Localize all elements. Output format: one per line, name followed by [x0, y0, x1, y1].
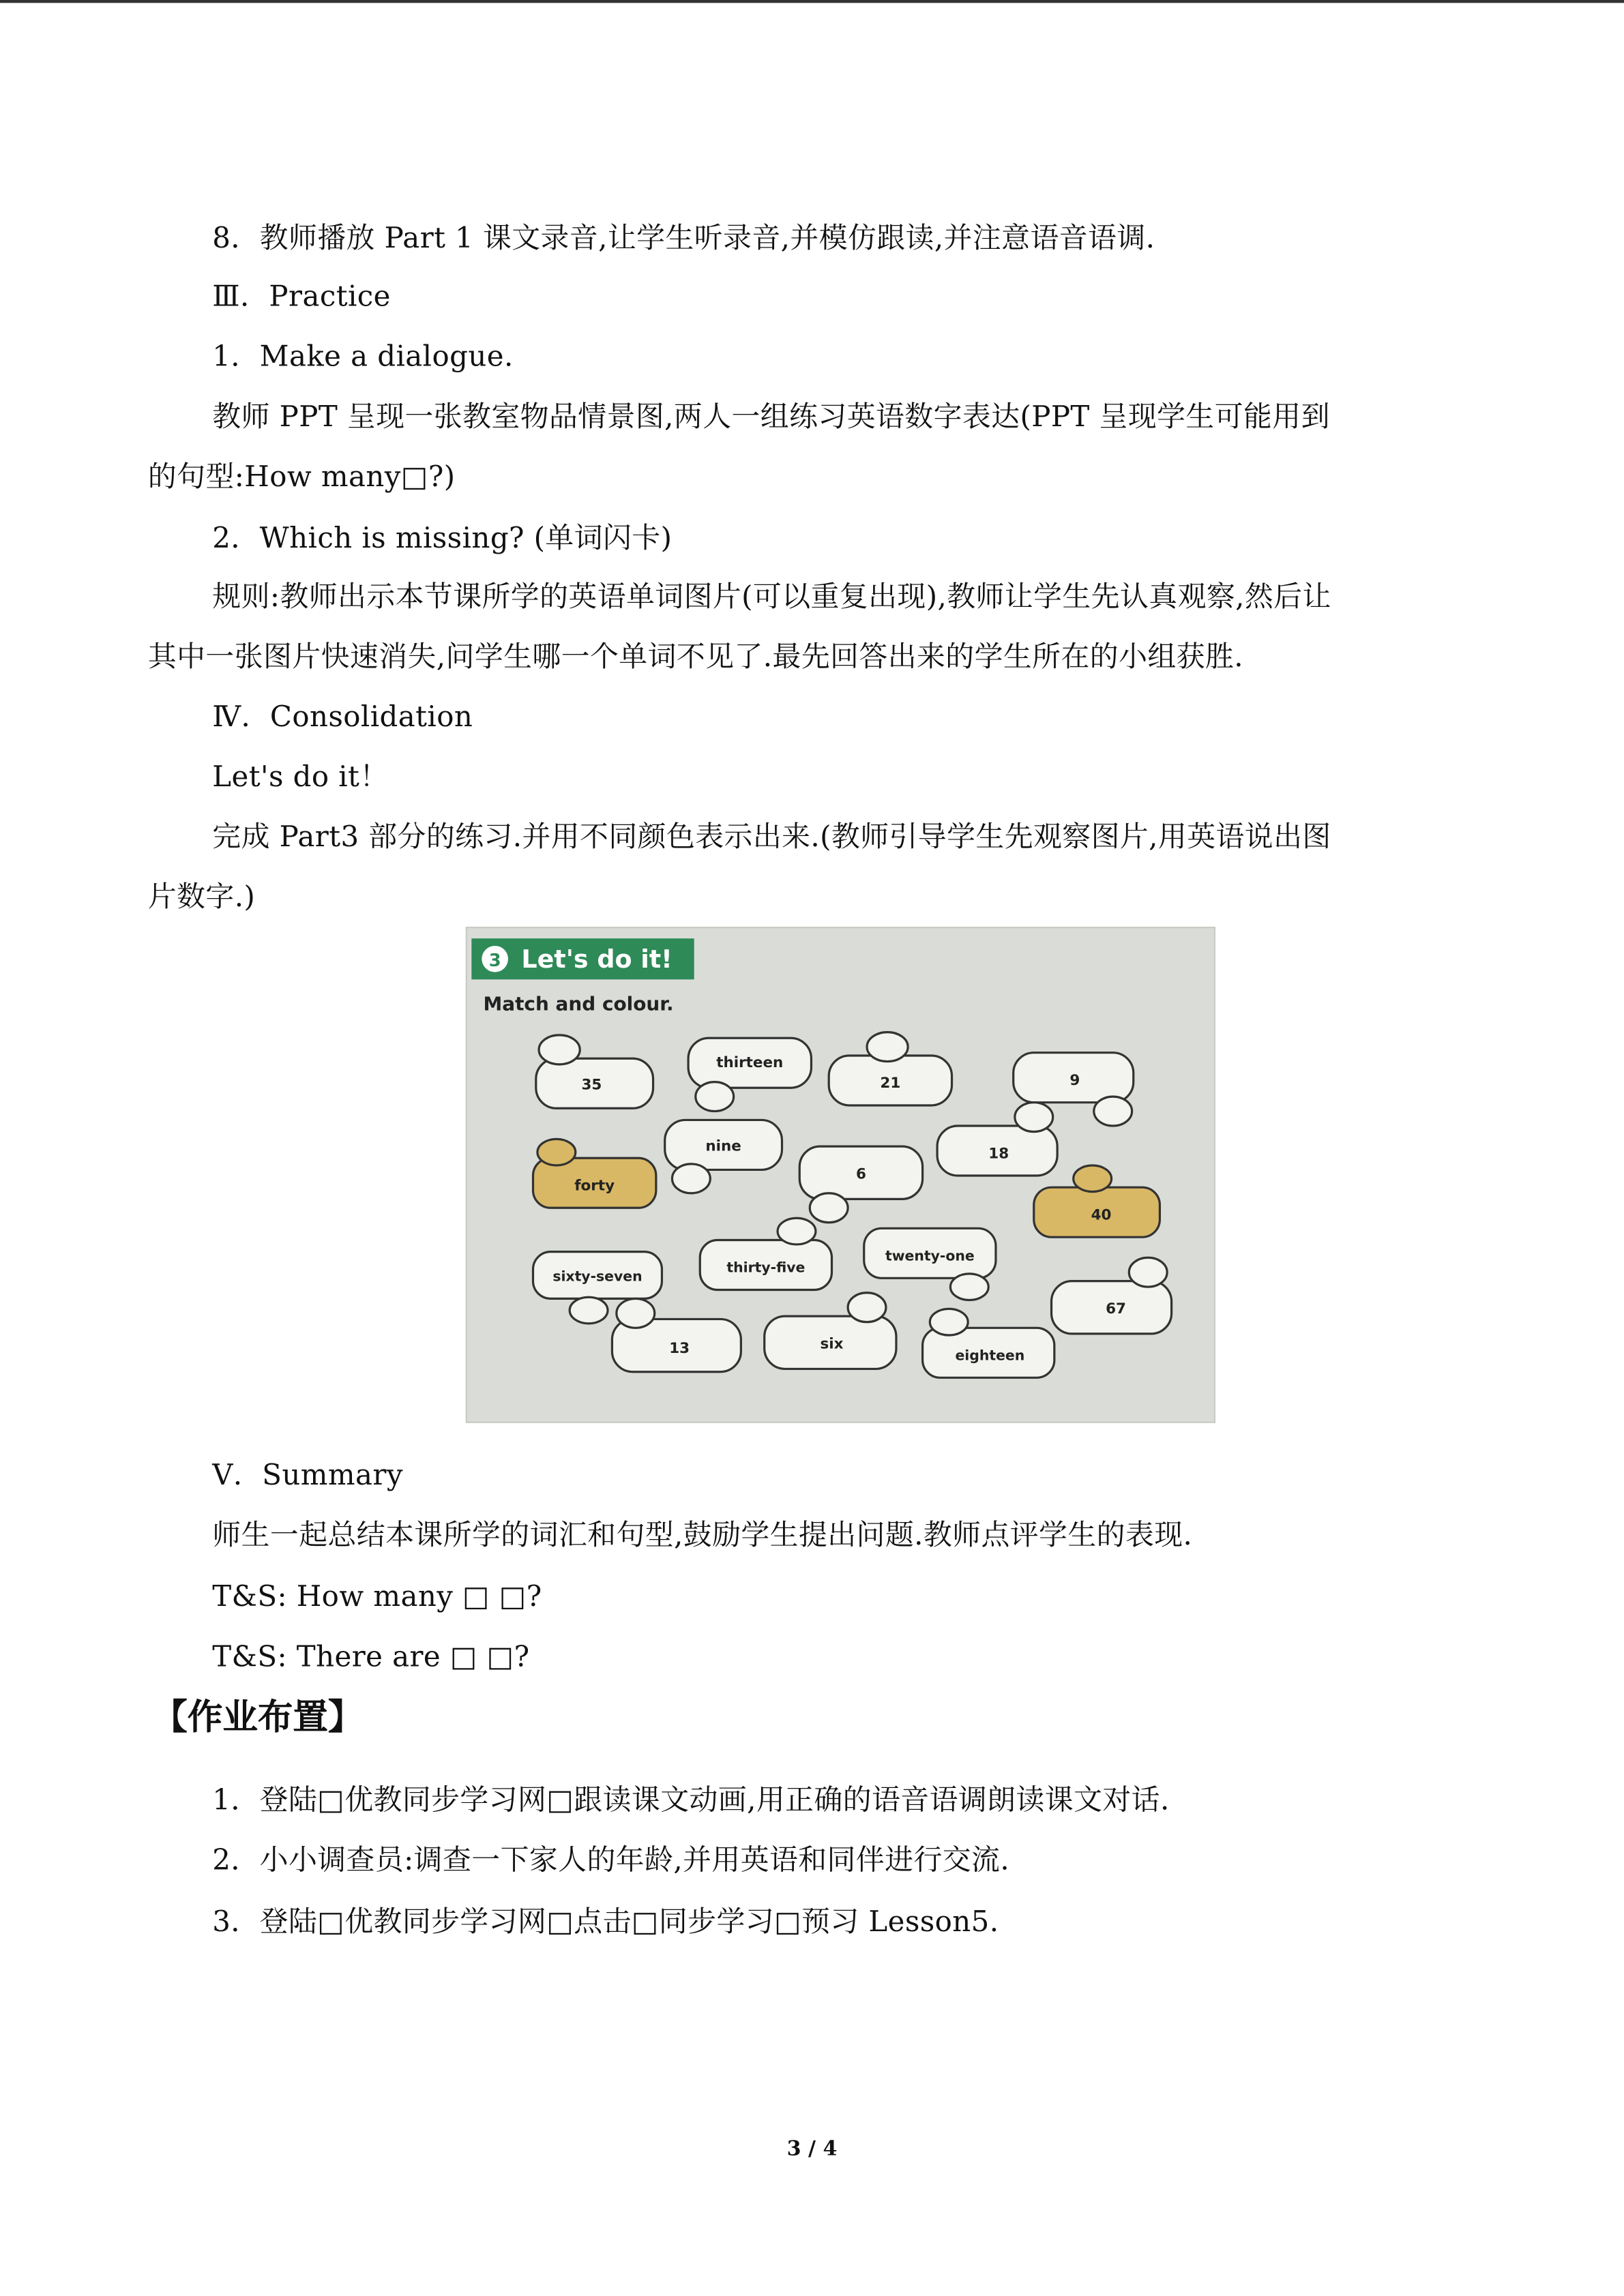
homework-item-2: 2．小小调查员:调查一下家人的年龄,并用英语和同伴进行交流. [212, 1843, 1010, 1877]
practice-item-1: 1．Make a dialogue. [212, 340, 514, 374]
mitten-label: nine [705, 1137, 741, 1155]
mitten-label: 21 [880, 1075, 901, 1092]
consolidation-desc-line1: 完成 Part3 部分的练习.并用不同颜色表示出来.(教师引导学生先观察图片,用英语说出图 [212, 820, 1331, 854]
mitten-label: 35 [581, 1076, 602, 1094]
mitten-label: twenty-one [885, 1247, 975, 1264]
practice-rule-line1: 规则:教师出示本节课所学的英语单词图片(可以重复出现),教师让学生先认真观察,然后让 [212, 580, 1331, 614]
section-consolidation-heading: Ⅳ．Consolidation [212, 700, 473, 734]
mitten-label: thirty-five [726, 1259, 806, 1276]
exercise-number: 3 [488, 951, 501, 972]
page-number: 3 / 4 [786, 2137, 838, 2161]
lets-do-it-text: Let's do it！ [212, 760, 389, 794]
practice-item-1-desc-line1: 教师 PPT 呈现一张教室物品情景图,两人一组练习英语数字表达(PPT 呈现学生可能用到 [212, 400, 1330, 434]
practice-item-1-desc-line2: 的句型:How many□?) [147, 460, 456, 494]
textbook-exercise-figure [466, 927, 1215, 1423]
mitten-label: 18 [988, 1145, 1009, 1163]
step-8-text: 8．教师播放 Part 1 课文录音,让学生听录音,并模仿跟读,并注意语音语调. [212, 221, 1155, 255]
mitten-label: forty [574, 1177, 615, 1195]
exercise-instruction: Match and colour. [483, 992, 674, 1015]
homework-heading: 【作业布置】 [152, 1697, 364, 1738]
summary-pattern-2: T&S: There are □ □? [212, 1639, 530, 1673]
mitten-label: sixty-seven [552, 1268, 643, 1285]
section-practice-heading: Ⅲ．Practice [212, 280, 391, 314]
top-border [0, 0, 1624, 3]
mitten-label: 67 [1106, 1300, 1126, 1317]
practice-item-2: 2．Which is missing? (单词闪卡) [212, 521, 673, 555]
section-summary-heading: Ⅴ．Summary [212, 1458, 403, 1492]
consolidation-desc-line2: 片数字.) [147, 880, 256, 914]
homework-item-1: 1．登陆□优教同步学习网□跟读课文动画,用正确的语音语调朗读课文对话. [212, 1783, 1170, 1817]
mitten-label: thirteen [716, 1054, 784, 1072]
mitten-label: 40 [1091, 1206, 1112, 1224]
mitten-label: 9 [1069, 1071, 1080, 1089]
summary-pattern-1: T&S: How many □ □? [212, 1579, 542, 1613]
homework-item-3: 3．登陆□优教同步学习网□点击□同步学习□预习 Lesson5. [212, 1905, 999, 1939]
mitten-label: eighteen [955, 1347, 1025, 1364]
practice-rule-line2: 其中一张图片快速消失,问学生哪一个单词不见了.最先回答出来的学生所在的小组获胜. [147, 640, 1244, 674]
mitten-label: 13 [669, 1339, 690, 1357]
exercise-title: Let's do it! [521, 944, 673, 974]
summary-desc: 师生一起总结本课所学的词汇和句型,鼓励学生提出问题.教师点评学生的表现. [212, 1518, 1193, 1552]
mitten-label: six [820, 1335, 844, 1353]
mitten-label: 6 [855, 1165, 866, 1183]
